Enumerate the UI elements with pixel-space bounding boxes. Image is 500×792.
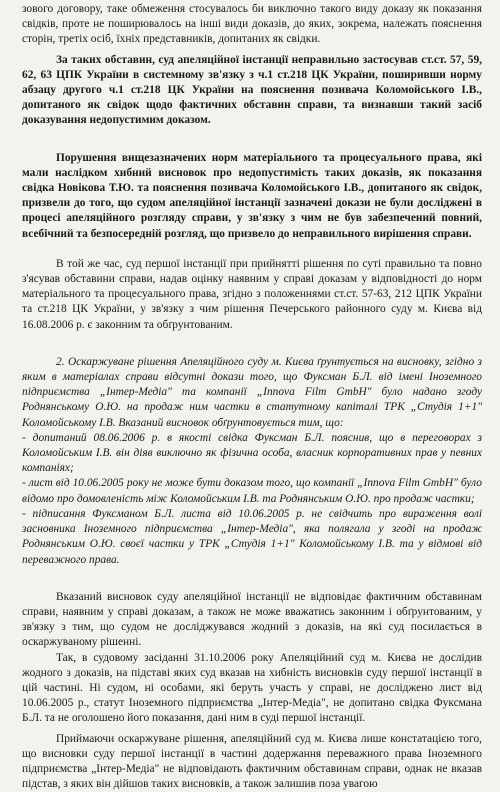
paragraph-bullet-1: - допитаний 08.06.2006 р. в якості свідка Фуксман Б.Л. пояснив, що в переговорах з Коломойським І.В. він діяв виключно як фізична особа, власник корпоративних прав у певних компаніях;: [22, 431, 482, 475]
paragraph-decision: Приймаючи оскаржуване рішення, апеляційний суд м. Києва лише констатацією того, що висновки суду першої інстанції в частині додержання переважного права Іноземного підприємства „Інтер-Медіа" не відповідають фактичним обставинам справи, однак не вказав підстав, з яких він дійшов таких висновків, а також залишив поза увагою: [22, 732, 482, 791]
paragraph-point-2: 2. Оскаржуване рішення Апеляційного суду м. Києва ґрунтується на висновку, згідно з яким в матеріалах справи відсутні докази того, що Фуксман Б.Л. від імені Іноземного підприємства „Інтер-Медіа" та компанії „Innova Film GmbH" було надано згоду Роднянському О.Ю. на продаж ним частки в статутному капіталі ТРК „Студія 1+1" Коломойському І.В. Вказаний висновок обґрунтовується тим, що:: [22, 355, 482, 429]
paragraph-first-instance: В той же час, суд першої інстанції при прийнятті рішення по суті правильно та повно з'ясував обставини справи, надав оцінку наявним у справі доказам у відповідності до норм матеріального та процесуального права, згідно з положеннями ст.ст. 57-63, 212 ЦПК України та ст.218 ЦК України, у зв'язку з чим рішення Печерського районного суду м. Києва від 16.08.2006 р. є законним та обґрунтованим.: [22, 257, 482, 331]
paragraph-bullet-2: - лист від 10.06.2005 року не може бути доказом того, що компанії „Innova Film GmbH" було відомо про домовленість між Коломойським І.В. та Роднянським О.Ю. про продаж частки;: [22, 477, 482, 505]
paragraph-bullet-3: - підписання Фуксманом Б.Л. листа від 10.06.2005 р. не свідчить про вираження волі засновника Іноземного підприємства „Інтер-Медіа", яка полягала у згоді на продаж Роднянським О.Ю. своєї частки у ТРК „Студія 1+1" Коломойському І.В. та у відмові від переважного права.: [22, 507, 482, 566]
paragraph-rebuttal: Вказаний висновок суду апеляційної інстанції не відповідає фактичним обставинам справи, наявним у справі доказам, а також не може вважатись законним і обґрунтованим, у зв'язку з тим, що судом не досліджувався жодний з доказів, на які суд посилається в оскаржуваному рішенні.: [22, 590, 482, 649]
paragraph-hearing: Так, в судовому засіданні 31.10.2006 року Апеляційний суд м. Києва не дослідив жодного з доказів, на підставі яких суд вказав на хибність висновків суду першої інстанції в цій частині. Ні судом, ні особами, які беруть участь у справі, не досліджено лист від 10.06.2005 р., статут Іноземного підприємства „Інтер-Медіа", не допитано свідка Фуксмана Б.Л. та не оголошено його показання, дані ним в суді першої інстанції.: [22, 651, 482, 725]
paragraph-violation-summary: Порушення вищезазначених норм матеріального та процесуального права, які мали наслідком хибний висновок про недопустимість таких доказів, як показання свідка Новікова Т.Ю. та пояснення позивача Коломойського І.В., допитаного як свідок, призвели до того, що судом апеляційної інстанції зазначені докази не були досліджені в процесі апеляційного розгляду справи, у зв'язку з чим не був забезпечений повний, всебічний та безпосередній розгляд, що призвело до неправильного вирішення справи.: [22, 151, 482, 240]
paragraph-continuation: зового договору, таке обмеження стосувалось би виключно такого виду доказу як показання свідків, проте не поширювалось на інші види доказів, до яких, зокрема, належать пояснення сторін, третіх осіб, їхніх представників, допитаних як свідки.: [22, 3, 482, 46]
paragraph-legal-conclusion: За таких обставин, суд апеляційної інстанції неправильно застосував ст.ст. 57, 59, 62, 63 ЦПК України в системному зв'язку з ч.1 ст.218 ЦК України, поширивши норму абзацу другого ч.1 ст.218 ЦК України на пояснення позивача Коломойського І.В., допитаного як свідок щодо фактичних обставин справи, та визнавши такий засіб доказування недопустимим доказом.: [22, 53, 482, 127]
